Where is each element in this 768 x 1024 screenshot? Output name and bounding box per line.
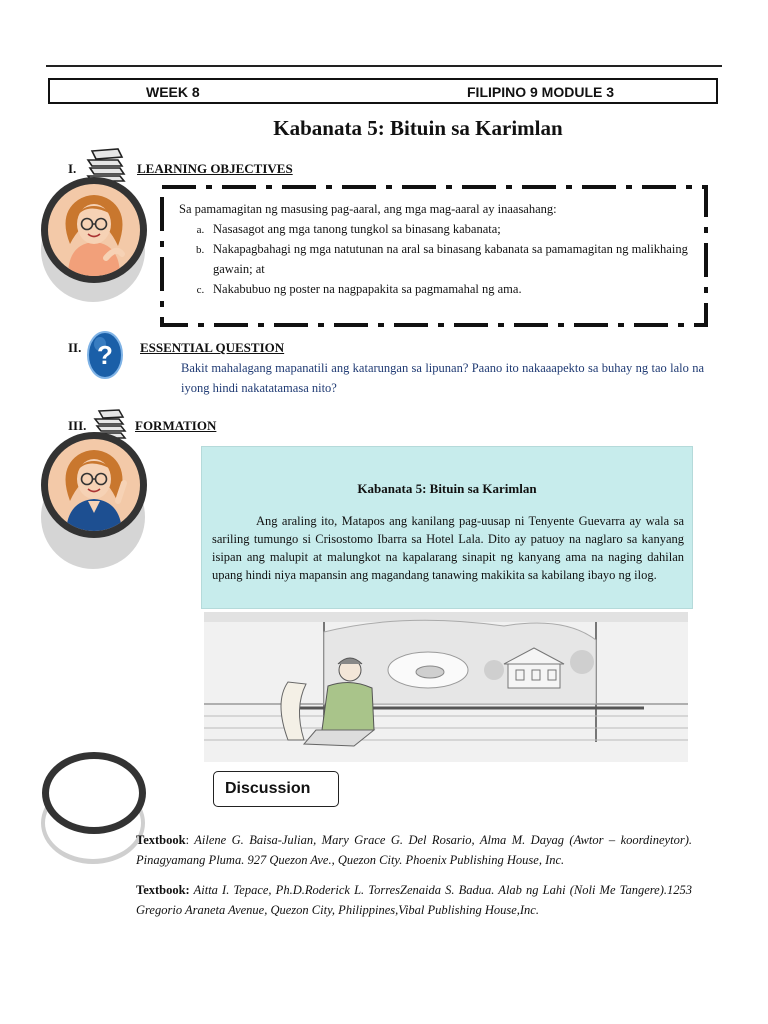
section-title-question: ESSENTIAL QUESTION bbox=[140, 340, 285, 355]
section-title-formation: FORMATION bbox=[135, 418, 217, 433]
week-label: WEEK 8 bbox=[146, 84, 200, 100]
module-label: FILIPINO 9 MODULE 3 bbox=[467, 84, 615, 100]
discussion-label: Discussion bbox=[213, 771, 339, 807]
reference-1 bbox=[136, 830, 692, 870]
reference-text: Aitta I. Tepace, Ph.D.Roderick L. TorresZenaida S. Badua. Alab ng Lahi (Noli Me Tangere).1253 Gregorio Araneta Avenue, Quezon City, Philippines,Vibal Publishing House,Inc. bbox=[136, 883, 692, 917]
reference-sep: : bbox=[185, 833, 190, 847]
essential-question-text: Bakit mahalagang mapanatili ang katarungan sa lipunan? Paano ito nakaaapekto sa buhay ng tao lalo na iyong hindi nakatatamasa nito? bbox=[181, 361, 704, 395]
objectives-list bbox=[179, 219, 709, 299]
section-title-objectives: LEARNING OBJECTIVES bbox=[137, 161, 293, 176]
discussion-ring bbox=[42, 752, 146, 834]
section-number-1: I. bbox=[68, 161, 77, 176]
reference-label: Textbook: bbox=[136, 883, 190, 897]
formation-title: Kabanata 5: Bituin sa Karimlan bbox=[357, 481, 537, 496]
top-rule bbox=[46, 65, 722, 67]
reference-2 bbox=[136, 880, 692, 920]
header-box bbox=[48, 78, 718, 104]
reference-text: Ailene G. Baisa-Julian, Mary Grace G. Del Rosario, Alma M. Dayag (Awtor – koordineytor). Pinagyamang Pluma. 927 Quezon Ave., Quezon City. Phoenix Publishing House, Inc. bbox=[136, 833, 692, 867]
question-icon bbox=[86, 330, 124, 380]
teacher-avatar-icon bbox=[48, 439, 140, 531]
svg-text:?: ? bbox=[97, 340, 113, 370]
objective-item: a. Nasasagot ang mga tanong tungkol sa binasang kabanata; bbox=[207, 219, 709, 239]
illustration-ibarra-window bbox=[204, 612, 688, 762]
formation-paragraph: Ang araling ito, Matapos ang kanilang pag-uusap ni Tenyente Guevarra ay wala sa sariling tumungo si Crisostomo Ibarra sa Hotel Lala. Dito ay patuoy na naglaro sa kanyang isipan ang malupit at malungkot na kapalarang sinapit ng kanyang ama na naging dahilan upang hindi niya mapansin ang magandang tanawing makikita sa kabilang ibayo ng ilog. bbox=[212, 514, 684, 582]
objective-item: b. Nakapagbahagi ng mga natutunan na aral sa binasang kabanata sa pamamagitan ng malikhaing gawain; at bbox=[207, 239, 709, 279]
objectives-intro: Sa pamamagitan ng masusing pag-aaral, ang mga mag-aaral ay inaasahang: bbox=[179, 202, 557, 216]
section-number-2: II. bbox=[68, 340, 82, 355]
objectives-content bbox=[179, 199, 709, 299]
teacher-avatar-icon bbox=[48, 184, 140, 276]
section-number-3: III. bbox=[68, 418, 87, 433]
objective-item: c. Nakabubuo ng poster na nagpapakita sa pagmamahal ng ama. bbox=[207, 279, 709, 299]
page-title: Kabanata 5: Bituin sa Karimlan bbox=[273, 116, 563, 140]
reference-label: Textbook bbox=[136, 833, 186, 847]
